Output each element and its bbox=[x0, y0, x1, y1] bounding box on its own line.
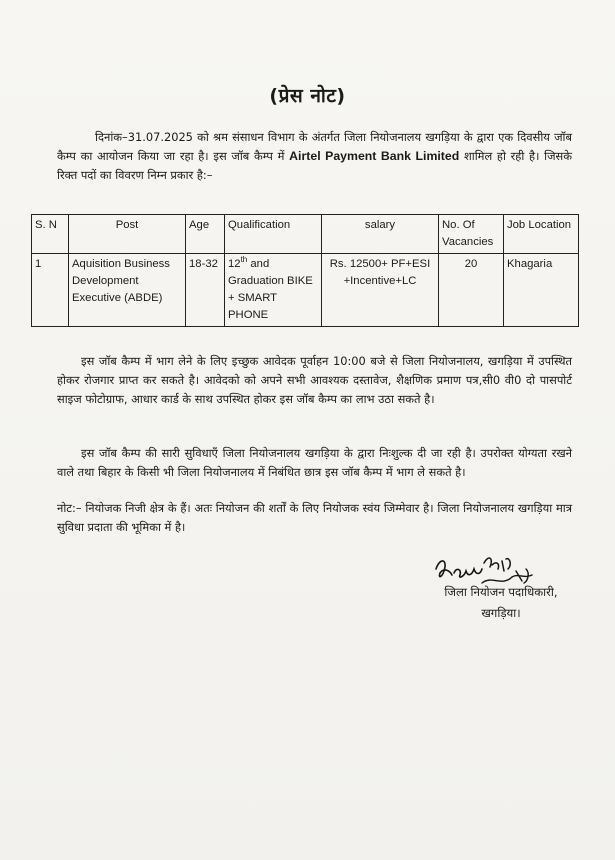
signature-block bbox=[421, 582, 581, 624]
header-post: Post bbox=[69, 215, 186, 254]
header-location: Job Location bbox=[504, 215, 579, 254]
cell-vacancies: 20 bbox=[439, 254, 504, 327]
cell-sn: 1 bbox=[32, 254, 69, 327]
company-name: Airtel Payment Bank Limited bbox=[289, 149, 460, 163]
qualification-rest: and Graduation BIKE + SMART PHONE bbox=[228, 258, 313, 321]
header-salary: salary bbox=[322, 215, 439, 254]
cell-age: 18-32 bbox=[186, 254, 225, 327]
vacancy-table bbox=[31, 214, 579, 327]
cell-post: Aquisition Business Development Executive (ABDE) bbox=[69, 254, 186, 327]
header-qualification: Qualification bbox=[225, 215, 322, 254]
page-title: (प्रेस नोट) bbox=[269, 85, 346, 107]
qualification-superscript: th bbox=[240, 255, 248, 265]
instructions-paragraph: इस जॉब कैम्प में भाग लेने के लिए इच्छुक आवेदक पूर्वाहन 10:00 बजे से जिला नियोजनालय, खगड़िया में उपस्थित होकर रोजगार प्राप्त कर सकते है। आवेदको को अपने सभी आवश्यक दस्तावेज, शैक्षणिक प्रमाण पत्र,सी0 वी0 दो पासपोर्ट साइज फोटोग्राफ, आधार कार्ड के साथ उपस्थित होकर इस जॉब कैम्प का लाभ उठा सकते है। bbox=[57, 354, 572, 406]
note-paragraph: नोट:– नियोजक निजी क्षेत्र के हैं। अतः नियोजन की शर्तों के लिए नियोजक स्वंय जिम्मेवार है। जिला नियोजनालय खगड़िया मात्र सुविधा प्रदाता की भूमिका में है। bbox=[57, 501, 572, 534]
table-header-row bbox=[32, 215, 579, 254]
header-vacancies: No. Of Vacancies bbox=[439, 215, 504, 254]
header-sn: S. N bbox=[32, 215, 69, 254]
intro-text-after: शामिल हो रही है। जिसके रिक्त पदों का विवरण निम्न प्रकार है:– bbox=[57, 149, 572, 182]
cell-qualification bbox=[225, 254, 322, 327]
table-row bbox=[32, 254, 579, 327]
header-age: Age bbox=[186, 215, 225, 254]
cell-location: Khagaria bbox=[504, 254, 579, 327]
intro-paragraph bbox=[57, 128, 572, 185]
qualification-base: 12 bbox=[228, 258, 241, 270]
facilities-paragraph: इस जॉब कैम्प की सारी सुविधाएँ जिला नियोजनालय खगड़िया के द्वारा निःशुल्क दी जा रही है। उपरोक्त योग्यता रखने वाले तथा बिहार के किसी भी जिला नियोजनालय में निबंधित छात्र इस जॉब कैम्प में भाग ले सकते है। bbox=[57, 446, 572, 479]
signatory-designation: जिला नियोजन पदाधिकारी, bbox=[444, 585, 558, 599]
signatory-place: खगड़िया। bbox=[481, 606, 521, 620]
intro-text-before: दिनांक–31.07.2025 को श्रम संसाधन विभाग के अंतर्गत जिला नियोजनालय खगड़िया के द्वारा एक दिवसीय जॉब कैम्प का आयोजन किया जा रहा है। इस जॉब कैम्प में bbox=[57, 130, 572, 163]
cell-salary: Rs. 12500+ PF+ESI +Incentive+LC bbox=[322, 254, 439, 327]
